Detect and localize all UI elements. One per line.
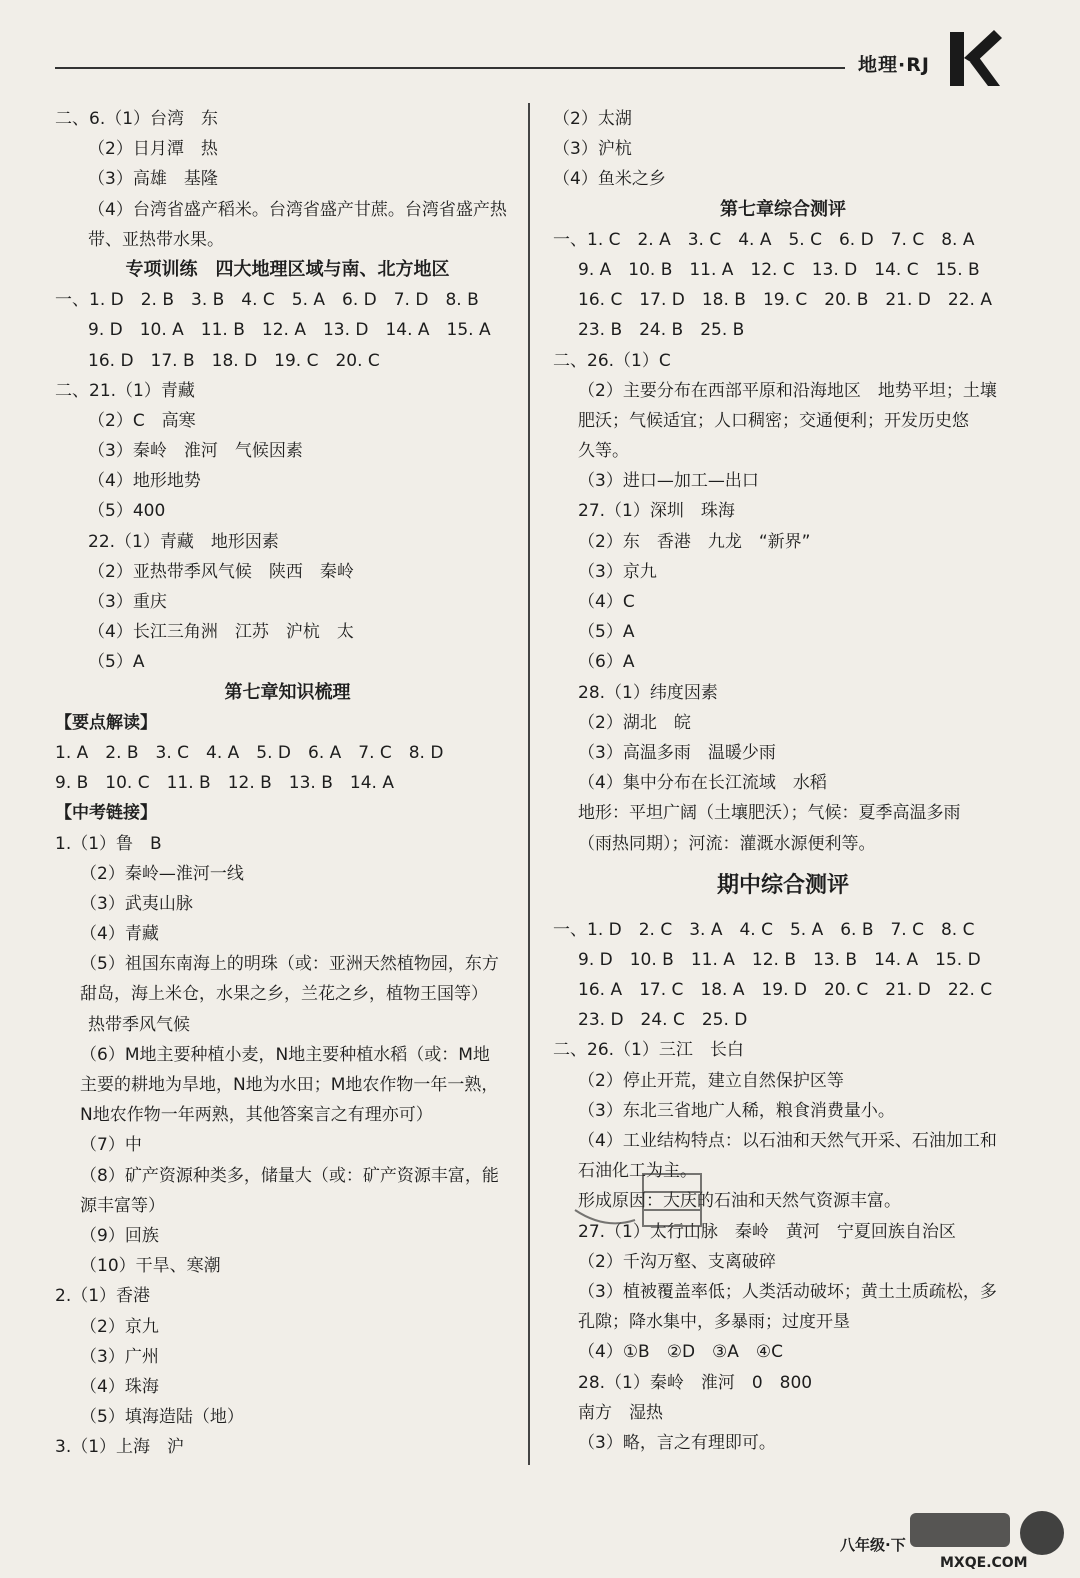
answer-line: （2）停止开荒，建立自然保护区等 [578,1070,844,1091]
answer-line: 27.（1）太行山脉 秦岭 黄河 宁夏回族自治区 [578,1221,956,1242]
answer-line: 22.（1）青藏 地形因素 [88,531,279,552]
answer-line: 甜岛，海上米仓，水果之乡，兰花之乡，植物王国等） [80,984,488,1005]
answer-line: 热带季风气候 [88,1014,190,1035]
answer-line: （2）东 香港 九龙 “新界” [578,531,811,552]
answer-line: （2）秦岭—淮河一线 [80,863,244,884]
right-column [553,104,1013,1458]
answer-line: （6）A [578,652,635,673]
answer-line: （2）太湖 [553,109,632,129]
answer-line: 地形：平坦广阔（土壤肥沃）；气候：夏季高温多雨 [578,803,961,824]
answer-line: （10）干旱、寒潮 [80,1256,221,1277]
chapter7-test-section [553,104,1013,859]
midterm-title: 期中综合测评 [716,872,849,898]
answer-line: （2）日月潭 热 [88,139,218,160]
answer-line: （2）千沟万壑、支离破碎 [578,1251,776,1272]
answer-line: 久等。 [578,441,629,462]
answer-line: （2）C 高寒 [88,410,196,431]
answer-line: （2）亚热带季风气候 陕西 秦岭 [88,561,354,582]
answer-line: （2）京九 [80,1316,159,1337]
answer-line: 形成原因：大庆的石油和天然气资源丰富。 [578,1191,901,1212]
answer-line: N地农作物一年两熟，其他答案言之有理亦可） [80,1105,433,1126]
answer-line: 肥沃；气候适宜；人口稠密；交通便利；开发历史悠 [578,410,969,431]
answer-line: （3）略，言之有理即可。 [578,1432,776,1453]
answer-line: （6）M地主要种植小麦，N地主要种植水稻（或：M地 [80,1044,490,1065]
answer-line: （3）进口—加工—出口 [578,471,759,492]
answer-line: （3）武夷山脉 [80,893,193,914]
answer-line: 源丰富等） [80,1195,165,1216]
answer-line: 1. A 2. B 3. C 4. A 5. D 6. A 7. C 8. D [55,742,444,763]
answer-line: 【中考链接】 [55,803,157,824]
answer-line: （雨热同期）；河流：灌溉水源便利等。 [578,833,876,854]
answer-line: （7）中 [80,1135,142,1156]
answer-line: 28.（1）秦岭 淮河 0 800 [578,1372,813,1393]
answer-line: （5）A [578,622,635,643]
answer-line: 23. D 24. C 25. D [578,1010,748,1031]
answer-line: （5）祖国东南海上的明珠（或：亚洲天然植物园，东方 [80,954,499,975]
grade-label: 八年级·下 [840,1536,906,1554]
answer-line: 16. C 17. D 18. B 19. C 20. B 21. D 22. A [578,290,992,311]
answer-line: 带、亚热带水果。 [88,229,224,250]
answer-line: 28.（1）纬度因素 [578,682,718,703]
answer-line: 二、26.（1）C [553,350,671,371]
answer-line: （4）地形地势 [88,471,201,492]
answer-line: 一、1. D 2. B 3. B 4. C 5. A 6. D 7. D 8. B [55,290,479,311]
answer-line: 2.（1）香港 [55,1286,151,1307]
answer-line: 第七章知识梳理 [224,681,351,703]
answer-line: （3）高温多雨 温暖少雨 [578,742,776,763]
answer-line: 主要的耕地为旱地，N地为水田；M地农作物一年一熟， [80,1075,499,1095]
answer-line: 9. D 10. B 11. A 12. B 13. B 14. A 15. D [578,949,981,970]
answer-line: （3）沪杭 [553,139,632,160]
answer-line: 二、6.（1）台湾 东 [55,109,219,129]
answer-line: 27.（1）深圳 珠海 [578,501,735,522]
answer-line: （4）青藏 [80,924,159,945]
answer-line: 3.（1）上海 沪 [55,1437,185,1458]
answer-line: （4）台湾省盛产稻米。台湾省盛产甘蔗。台湾省盛产热 [88,199,507,220]
answer-line: 16. D 17. B 18. D 19. C 20. C [88,350,380,371]
answer-line: （5）A [88,652,145,673]
watermark-logo-icon [900,1505,1070,1573]
answer-line: 【要点解读】 [55,712,157,733]
subject-label: 地理·RJ [858,54,930,76]
answer-line: （3）秦岭 淮河 气候因素 [88,441,303,462]
answer-line: 23. B 24. B 25. B [578,320,745,341]
answer-line: 第七章综合测评 [720,198,846,220]
answer-line: （4）长江三角洲 江苏 沪杭 太 [88,622,354,643]
answer-line: （4）工业结构特点：以石油和天然气开采、石油加工和 [578,1131,997,1151]
answer-line: （2）湖北 皖 [578,712,691,733]
answer-line: （3）京九 [578,561,657,582]
answer-line: （3）重庆 [88,592,167,612]
answer-line: 9. D 10. A 11. B 12. A 13. D 14. A 15. A [88,320,491,341]
answer-line: （8）矿产资源种类多，储量大（或：矿产资源丰富，能 [80,1165,499,1186]
answer-line: （3）植被覆盖率低；人类活动破坏；黄土土质疏松，多 [578,1281,997,1302]
watermark-text: MXQE.COM [940,1555,1028,1571]
answer-line: 石油化工为主。 [578,1161,697,1182]
answer-line: （5）400 [88,501,166,522]
left-column [55,104,520,1462]
answer-line: 1.（1）鲁 B [55,833,162,854]
answer-line: 9. B 10. C 11. B 12. B 13. B 14. A [55,773,394,794]
answer-line: 孔隙；降水集中，多暴雨；过度开垦 [578,1312,850,1333]
answer-line: （4）①B ②D ③A ④C [578,1342,784,1363]
answer-line: （2）主要分布在西部平原和沿海地区 地势平坦；土壤 [578,380,997,401]
answer-line: （4）鱼米之乡 [553,169,666,190]
answer-line: （4）珠海 [80,1376,159,1397]
column-divider [528,103,530,1465]
header-rule [55,67,845,69]
brand-logo-icon [944,28,1004,90]
answer-line: 二、26.（1）三江 长白 [553,1040,744,1061]
stamp-icon [565,1170,715,1250]
answer-line: 二、21.（1）青藏 [55,380,195,401]
answer-line: （9）回族 [80,1225,159,1246]
answer-line: 专项训练 四大地理区域与南、北方地区 [125,258,450,280]
answer-line: 南方 湿热 [578,1402,663,1423]
answer-line: 一、1. D 2. C 3. A 4. C 5. A 6. B 7. C 8. C [553,919,975,940]
answer-line: 9. A 10. B 11. A 12. C 13. D 14. C 15. B [578,259,980,280]
answer-line: （3）高雄 基隆 [88,169,218,190]
answer-line: 16. A 17. C 18. A 19. D 20. C 21. D 22. C [578,980,993,1001]
answer-line: （3）东北三省地广人稀，粮食消费量小。 [578,1100,895,1121]
answer-line: 一、1. C 2. A 3. C 4. A 5. C 6. D 7. C 8. A [553,229,975,250]
answer-line: （3）广州 [80,1346,159,1367]
answer-line: （4）集中分布在长江流域 水稻 [578,773,827,794]
answer-line: （5）填海造陆（地） [80,1407,244,1428]
answer-line: （4）C [578,592,635,612]
